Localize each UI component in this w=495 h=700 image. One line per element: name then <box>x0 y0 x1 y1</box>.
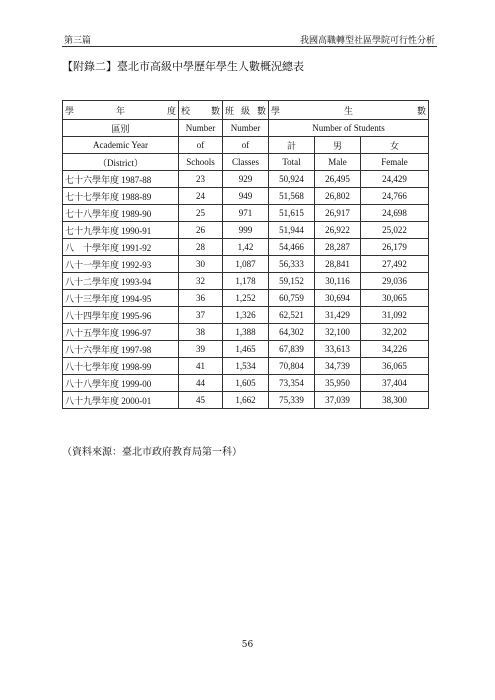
row-value-cell: 26,917 <box>315 205 361 222</box>
header-cell: Number of Students <box>269 120 429 137</box>
row-value-cell: 51,944 <box>269 222 315 239</box>
row-value-cell: 31,092 <box>361 307 429 324</box>
row-value-cell: 949 <box>223 188 269 205</box>
row-value-cell: 1,465 <box>223 341 269 358</box>
row-value-cell: 37 <box>179 307 223 324</box>
header-cell: of <box>223 137 269 154</box>
row-value-cell: 37,404 <box>361 375 429 392</box>
row-value-cell: 24,429 <box>361 171 429 188</box>
row-value-cell: 32 <box>179 273 223 290</box>
row-value-cell: 67,839 <box>269 341 315 358</box>
header-rule <box>62 46 437 47</box>
table-row <box>63 358 429 375</box>
row-value-cell: 75,339 <box>269 392 315 409</box>
row-value-cell: 33,613 <box>315 341 361 358</box>
header-cell: 區別 <box>63 120 179 137</box>
row-value-cell: 38 <box>179 324 223 341</box>
row-year-cell: 八十六學年度 1997-98 <box>63 341 179 358</box>
row-year-cell: 七十八學年度 1989-90 <box>63 205 179 222</box>
row-value-cell: 35,950 <box>315 375 361 392</box>
table-row <box>63 375 429 392</box>
row-year-cell: 八十二學年度 1993-94 <box>63 273 179 290</box>
header-students: 學 生 數 <box>269 101 429 120</box>
row-value-cell: 1,388 <box>223 324 269 341</box>
row-value-cell: 70,804 <box>269 358 315 375</box>
table-row <box>63 341 429 358</box>
row-value-cell: 50,924 <box>269 171 315 188</box>
header-row-4 <box>63 154 429 171</box>
table-row <box>63 324 429 341</box>
table-row <box>63 205 429 222</box>
page-number: 56 <box>241 640 254 650</box>
row-value-cell: 1,252 <box>223 290 269 307</box>
row-year-cell: 七十九學年度 1990-91 <box>63 222 179 239</box>
student-statistics-table <box>62 100 429 409</box>
header-cell: of <box>179 137 223 154</box>
row-value-cell: 44 <box>179 375 223 392</box>
row-year-cell: 八十七學年度 1998-99 <box>63 358 179 375</box>
table-row <box>63 222 429 239</box>
row-value-cell: 59,152 <box>269 273 315 290</box>
row-value-cell: 1,326 <box>223 307 269 324</box>
row-value-cell: 54,466 <box>269 239 315 256</box>
row-value-cell: 1,178 <box>223 273 269 290</box>
row-value-cell: 34,739 <box>315 358 361 375</box>
header-academic-year: 學 年 度 <box>63 101 179 120</box>
table-row <box>63 307 429 324</box>
row-value-cell: 64,302 <box>269 324 315 341</box>
running-header-right: 我國高職轉型社區學院可行性分析 <box>299 36 435 46</box>
header-classes: 班 級 數 <box>223 101 269 120</box>
row-value-cell: 26,495 <box>315 171 361 188</box>
row-value-cell: 30,065 <box>361 290 429 307</box>
row-value-cell: 32,202 <box>361 324 429 341</box>
table-row <box>63 256 429 273</box>
row-year-cell: 七十六學年度 1987-88 <box>63 171 179 188</box>
row-value-cell: 30 <box>179 256 223 273</box>
row-year-cell: 八十九學年度 2000-01 <box>63 392 179 409</box>
table-row <box>63 188 429 205</box>
row-value-cell: 34,226 <box>361 341 429 358</box>
header-cell: Male <box>315 154 361 171</box>
header-cell: 計 <box>269 137 315 154</box>
row-value-cell: 1,534 <box>223 358 269 375</box>
row-value-cell: 37,039 <box>315 392 361 409</box>
header-cell: Total <box>269 154 315 171</box>
row-value-cell: 45 <box>179 392 223 409</box>
row-value-cell: 24,766 <box>361 188 429 205</box>
header-cell: （District） <box>63 154 179 171</box>
table-row <box>63 273 429 290</box>
row-value-cell: 31,429 <box>315 307 361 324</box>
row-value-cell: 41 <box>179 358 223 375</box>
header-schools: 校 數 <box>179 101 223 120</box>
row-value-cell: 62,521 <box>269 307 315 324</box>
row-value-cell: 56,333 <box>269 256 315 273</box>
table-row <box>63 171 429 188</box>
header-cell: Schools <box>179 154 223 171</box>
row-value-cell: 971 <box>223 205 269 222</box>
row-value-cell: 24,698 <box>361 205 429 222</box>
table-body <box>63 171 429 409</box>
row-year-cell: 八 十學年度 1991-92 <box>63 239 179 256</box>
row-year-cell: 八十一學年度 1992-93 <box>63 256 179 273</box>
table-row <box>63 392 429 409</box>
row-value-cell: 25 <box>179 205 223 222</box>
row-year-cell: 七十七學年度 1988-89 <box>63 188 179 205</box>
row-value-cell: 30,694 <box>315 290 361 307</box>
header-cell: Number <box>179 120 223 137</box>
row-value-cell: 29,036 <box>361 273 429 290</box>
row-value-cell: 26,922 <box>315 222 361 239</box>
header-row-1 <box>63 101 429 120</box>
row-value-cell: 51,568 <box>269 188 315 205</box>
row-value-cell: 27,492 <box>361 256 429 273</box>
row-value-cell: 999 <box>223 222 269 239</box>
row-value-cell: 25,022 <box>361 222 429 239</box>
row-value-cell: 929 <box>223 171 269 188</box>
row-value-cell: 51,615 <box>269 205 315 222</box>
row-value-cell: 1,662 <box>223 392 269 409</box>
header-cell: Female <box>361 154 429 171</box>
row-value-cell: 26 <box>179 222 223 239</box>
row-value-cell: 1,605 <box>223 375 269 392</box>
table-row <box>63 290 429 307</box>
row-value-cell: 36 <box>179 290 223 307</box>
header-cell: Number <box>223 120 269 137</box>
header-row-3 <box>63 137 429 154</box>
table-title: 【附錄二】臺北市高級中學歷年學生人數概況總表 <box>62 60 304 73</box>
row-value-cell: 73,354 <box>269 375 315 392</box>
row-value-cell: 60,759 <box>269 290 315 307</box>
row-value-cell: 1,42 <box>223 239 269 256</box>
header-row-2 <box>63 120 429 137</box>
header-cell: Academic Year <box>63 137 179 154</box>
header-cell: Classes <box>223 154 269 171</box>
row-year-cell: 八十五學年度 1996-97 <box>63 324 179 341</box>
source-note: （資料來源：臺北市政府教育局第一科） <box>62 447 242 458</box>
row-value-cell: 26,179 <box>361 239 429 256</box>
row-value-cell: 28 <box>179 239 223 256</box>
row-value-cell: 38,300 <box>361 392 429 409</box>
table-row <box>63 239 429 256</box>
row-value-cell: 32,100 <box>315 324 361 341</box>
header-cell: 女 <box>361 137 429 154</box>
row-value-cell: 28,287 <box>315 239 361 256</box>
row-value-cell: 1,087 <box>223 256 269 273</box>
row-value-cell: 36,065 <box>361 358 429 375</box>
row-value-cell: 39 <box>179 341 223 358</box>
running-header-left: 第三篇 <box>64 36 92 46</box>
row-year-cell: 八十四學年度 1995-96 <box>63 307 179 324</box>
row-value-cell: 24 <box>179 188 223 205</box>
row-year-cell: 八十三學年度 1994-95 <box>63 290 179 307</box>
row-value-cell: 28,841 <box>315 256 361 273</box>
header-cell: 男 <box>315 137 361 154</box>
row-year-cell: 八十八學年度 1999-00 <box>63 375 179 392</box>
row-value-cell: 26,802 <box>315 188 361 205</box>
row-value-cell: 30,116 <box>315 273 361 290</box>
row-value-cell: 23 <box>179 171 223 188</box>
